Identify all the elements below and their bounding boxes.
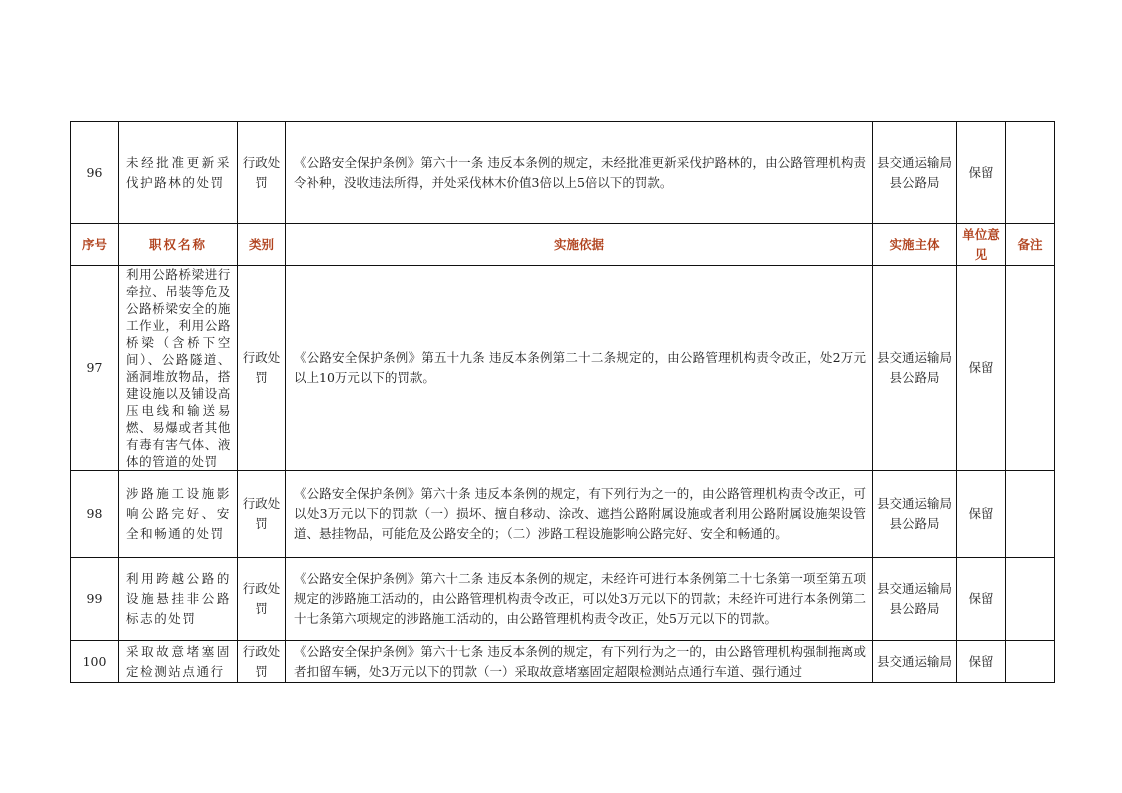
- header-unit-opinion: 单位意见: [957, 224, 1006, 266]
- header-implementing-body: 实施主体: [873, 224, 957, 266]
- row-number: 97: [71, 266, 119, 471]
- implementing-body: 县交通运输局县公路局: [873, 266, 957, 471]
- category: 行政处罚: [238, 122, 286, 224]
- implementing-body: 县交通运输局县公路局: [873, 122, 957, 224]
- legal-basis: 《公路安全保护条例》第六十条 违反本条例的规定，有下列行为之一的，由公路管理机构责令改正，可以处3万元以下的罚款（一）损坏、擅自移动、涂改、遮挡公路附属设施或者利用公路附属设施架设管道、悬挂物品，可能危及公路安全的；（二）涉路工程设施影响公路完好、安全和畅通的。: [286, 471, 873, 558]
- remarks: [1006, 122, 1055, 224]
- implementing-body: 县交通运输局: [873, 641, 957, 683]
- table-row: [71, 122, 1055, 224]
- header-remarks: 备注: [1006, 224, 1055, 266]
- unit-opinion: 保留: [957, 471, 1006, 558]
- remarks: [1006, 558, 1055, 641]
- remarks: [1006, 471, 1055, 558]
- legal-basis: 《公路安全保护条例》第六十七条 违反本条例的规定，有下列行为之一的，由公路管理机构强制拖离或者扣留车辆，处3万元以下的罚款（一）采取故意堵塞固定超限检测站点通行车道、强行通过: [286, 641, 873, 683]
- legal-basis: 《公路安全保护条例》第五十九条 违反本条例第二十二条规定的，由公路管理机构责令改正，处2万元以上10万元以下的罚款。: [286, 266, 873, 471]
- category: 行政处罚: [238, 266, 286, 471]
- unit-opinion: 保留: [957, 266, 1006, 471]
- unit-opinion: 保留: [957, 558, 1006, 641]
- category: 行政处罚: [238, 471, 286, 558]
- table-row: [71, 471, 1055, 558]
- power-name: 涉路施工设施影响公路完好、安全和畅通的处罚: [119, 471, 238, 558]
- implementing-body: 县交通运输局县公路局: [873, 471, 957, 558]
- header-category: 类别: [238, 224, 286, 266]
- legal-basis: 《公路安全保护条例》第六十二条 违反本条例的规定，未经许可进行本条例第二十七条第一项至第五项规定的涉路施工活动的，由公路管理机构责令改正，可以处3万元以下的罚款；未经许可进行本条例第二十七条第六项规定的涉路施工活动的，由公路管理机构责令改正，处5万元以下的罚款。: [286, 558, 873, 641]
- power-name: 利用公路桥梁进行牵拉、吊装等危及公路桥梁安全的施工作业，利用公路桥梁（含桥下空间）、公路隧道、涵洞堆放物品，搭建设施以及铺设高压电线和输送易燃、易爆或者其他有毒有害气体、液体的管道的处罚: [119, 266, 238, 471]
- remarks: [1006, 641, 1055, 683]
- implementing-body: 县交通运输局县公路局: [873, 558, 957, 641]
- category: 行政处罚: [238, 558, 286, 641]
- category: 行政处罚: [238, 641, 286, 683]
- power-name: 采取故意堵塞固定检测站点通行: [119, 641, 238, 683]
- power-name: 未经批准更新采伐护路林的处罚: [119, 122, 238, 224]
- legal-basis: 《公路安全保护条例》第六十一条 违反本条例的规定，未经批准更新采伐护路林的，由公路管理机构责令补种，没收违法所得，并处采伐林木价值3倍以上5倍以下的罚款。: [286, 122, 873, 224]
- header-legal-basis: 实施依据: [286, 224, 873, 266]
- remarks: [1006, 266, 1055, 471]
- row-number: 96: [71, 122, 119, 224]
- table-row: [71, 641, 1055, 683]
- row-number: 99: [71, 558, 119, 641]
- header-number: 序号: [71, 224, 119, 266]
- table-header: [71, 224, 1055, 266]
- table-row: [71, 558, 1055, 641]
- header-power-name: 职权名称: [119, 224, 238, 266]
- row-number: 98: [71, 471, 119, 558]
- unit-opinion: 保留: [957, 122, 1006, 224]
- power-name: 利用跨越公路的设施悬挂非公路标志的处罚: [119, 558, 238, 641]
- table-row: [71, 266, 1055, 471]
- row-number: 100: [71, 641, 119, 683]
- unit-opinion: 保留: [957, 641, 1006, 683]
- power-list-table: [70, 121, 1055, 683]
